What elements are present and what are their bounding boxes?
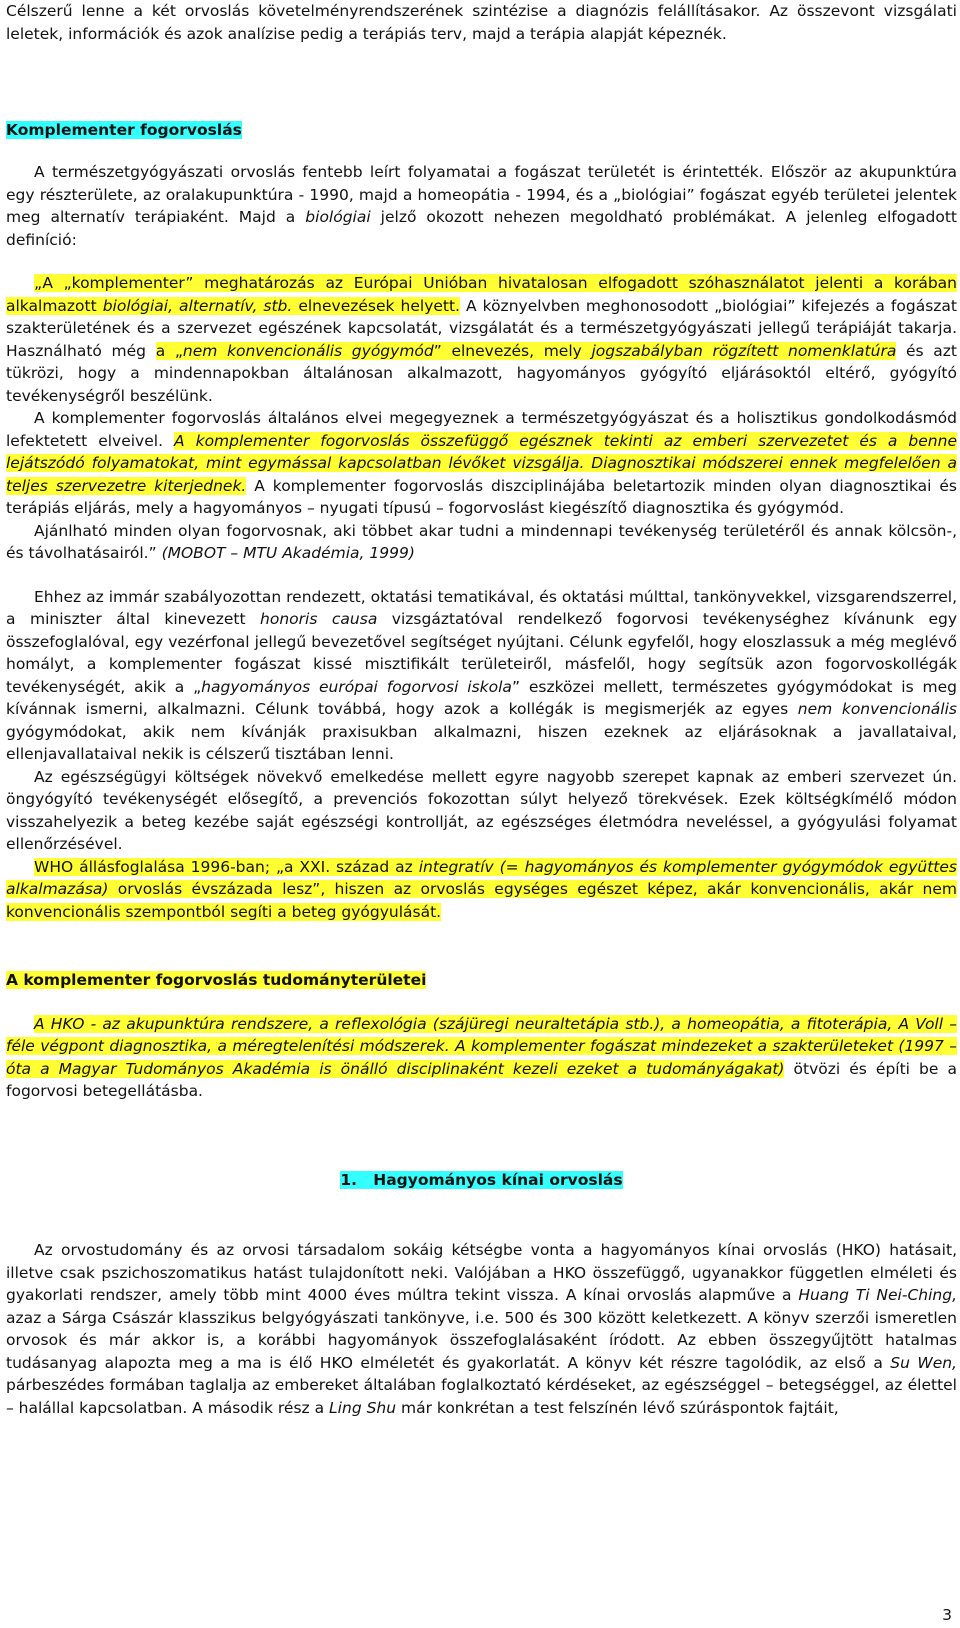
paragraph-hko: Az orvostudomány és az orvosi társadalom sokáig kétségbe vonta a hagyományos kínai orvoslás (HKO) hatásait, illetve csak pszichoszomatikus hatást tulajdonított neki. Valójában a HKO összefüggő, ugyanakkor független elméleti és gyakorlati rendszer, amely több mint 4000 éves múltra tekint vissza. A kínai orvoslás alapműve a Huang Ti Nei-Ching, azaz a Sárga Császár klasszikus belgyógyászati tankönyve, i.e. 500 és 300 között keletkezett. A könyv szerzői ismeretlen orvosok és már akkor is, a korábbi hagyományok összefoglalásaként íródott. Az ebben összegyűjtött hatalmas tudásanyag alapozta meg a ma is élő HKO elméletét és gyakorlatát. A könyv két részre tagolódik, az első a Su Wen, párbeszédes formában taglalja az embereket általában foglalkoztató kérdéseket, az egészséggel – betegséggel, az élettel – halállal kapcsolatban. A második rész a Ling Shu már konkrétan a test felszínén lévő szúráspontok fajtáit, <box>6 1241 957 1417</box>
page-number: 3 <box>942 1606 952 1624</box>
paragraph-history: A természetgyógyászati orvoslás fentebb leírt folyamatai a fogászat területét is érintették. Először az akupunktúra egy részterülete, az oralakupunktúra - 1990, majd a homeopátia - 1994, és a „biológiai” fogászat egyéb területei jelentek meg alternatív terápiaként. Majd a biológiai jelző okozott nehezen megoldható problémákat. A jelenleg elfogadott definíció: <box>6 163 958 249</box>
section-heading-tudomanyteruletei: A komplementer fogorvoslás tudományterületei <box>6 971 427 989</box>
paragraph-who: WHO állásfoglalása 1996-ban; „a XXI. század az integratív (= hagyományos és komplementer gyógymódok együttes alkalmazása) orvoslás évszázada lesz”, hiszen az orvoslás egységes egészet képez, akár konvencionális, akár nem konvencionális szempontból segíti a beteg gyógyulását. <box>6 857 957 921</box>
section-heading-hko: 1. Hagyományos kínai orvoslás <box>340 1170 623 1189</box>
section-heading-komplementer: Komplementer fogorvoslás <box>6 120 242 139</box>
paragraph-costs: Az egészségügyi költségek növekvő emelkedése mellett egyre nagyobb szerepet kapnak az emberi szervezet ún. öngyógyító tevékenységét elősegítő, a prevenciós fokozottan súlyt helyező törekvések. Ezek költségkímélő módon visszahelyezik a beteg kezébe saját egészségi kontrollját, az egészséges életmódra neveléssel, a gyógyulási folyamat ellenőrzésével. <box>6 767 957 853</box>
paragraph-definition: „A „komplementer” meghatározás az Európai Unióban hivatalosan elfogadott szóhasználatot jelenti a korában alkalmazott biológiai, alternatív, stb. elnevezések helyett. A köznyelvben meghonosodott „biológiai” kifejezés a fogászat szakterületének és a szervezet egészének kapcsolatát, vizsgálatát és a természetgyógyászati jellegű terápiáját takarja. Használható még a „nem konvencionális gyógymód” elnevezés, mely jogszabályban rögzített nomenklatúra és azt tükrözi, hogy a mindennapokban általánosan alkalmazott, hagyományos gyógyító eljárásoktól eltérő, gyógyító tevékenységről beszélünk. <box>6 274 957 405</box>
intro-paragraph: Célszerű lenne a két orvoslás követelményrendszerének szintézise a diagnózis felállításakor. Az összevont vizsgálati leletek, információk és azok analízise pedig a terápiás terv, majd a terápia alapját képeznék. <box>6 2 957 43</box>
paragraph-fields: A HKO - az akupunktúra rendszere, a reflexológia (szájüregi neuraltetápia stb.), a homeopátia, a fitoterápia, A Voll – féle végpont diagnosztika, a méregtelenítési módszerek. A komplementer fogászat mindezeket a szakterületeket (1997 – óta a Magyar Tudományos Akadémia is önálló disciplinaként kezeli ezeket a tudományágakat) ötvözi és építi be a fogorvosi betegellátásba. <box>6 1014 957 1100</box>
document-page <box>6 0 957 1419</box>
paragraph-principles: A komplementer fogorvoslás általános elvei megegyeznek a természetgyógyászat és a holisztikus gondolkodásmód lefektetett elveivel. A komplementer fogorvoslás összefüggő egésznek tekinti az emberi szervezetet és a benne lejátszódó folyamatokat, mint egymással kapcsolatban lévőket vizsgálja. Diagnosztikai módszerei ennek megfelelően a teljes szervezetre kiterjednek. A komplementer fogorvoslás diszciplinájába beletartozik minden olyan diagnosztikai és terápiás eljárás, mely a hagyományos – nyugati típusú – fogorvoslást kiegészítő diagnosztika és gyógymód. <box>6 409 957 517</box>
paragraph-goals: Ehhez az immár szabályozottan rendezett, oktatási tematikával, és oktatási múlttal, tankönyvekkel, vizsgarendszerrel, a miniszter által kinevezett honoris causa vizsgáztatóval rendelkező fogorvosi tevékenységhez kívánunk egy összefoglalóval, egy vezérfonal jellegű bevezetővel segítséget nyújtani. Célunk egyfelől, hogy eloszlassuk a még meglévő homályt, a komplementer fogászat kissé misztifikált területeiről, másfelől, hogy segítsük azon fogorvoskollégák tevékenységét, akik a „hagyományos európai fogorvosi iskola” eszközei mellett, természetes gyógymódokat is meg kívánnak ismerni, alkalmazni. Célunk továbbá, hogy azok a kollégák is megismerjék az egyes nem konvencionális gyógymódokat, akik nem kívánják praxisukban alkalmazni, hiszen ezeknek az eljárásoknak a javallataival, ellenjavallataival nekik is célszerű tisztában lenni. <box>6 587 958 763</box>
paragraph-recommendation: Ajánlható minden olyan fogorvosnak, aki többet akar tudni a mindennapi tevékenység területéről és annak kölcsön-, és távolhatásairól.” (MOBOT – MTU Akadémia, 1999) <box>6 521 957 562</box>
